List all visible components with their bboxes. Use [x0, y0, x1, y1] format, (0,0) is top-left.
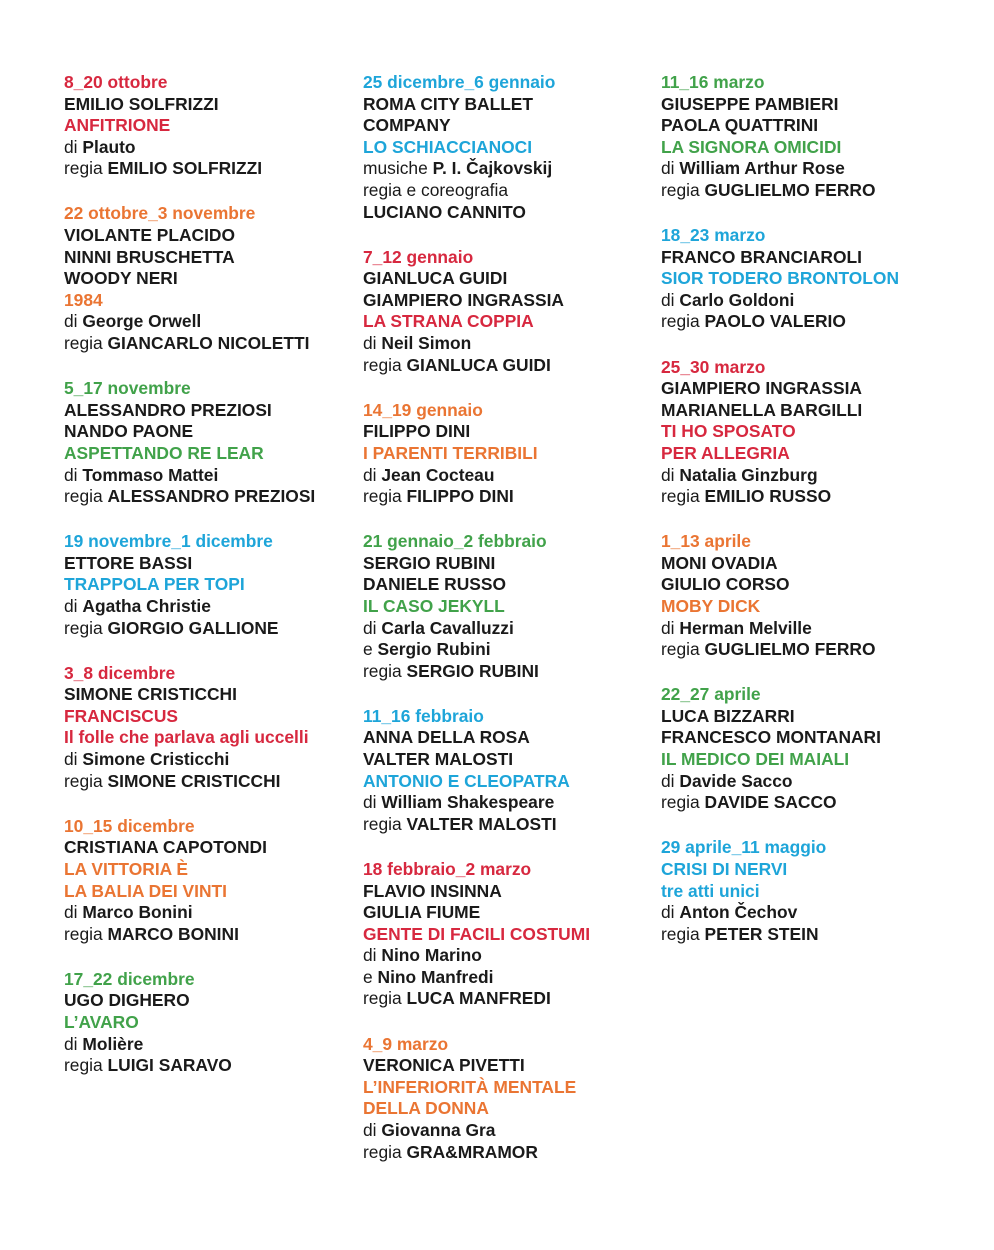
cast-name: GIULIO CORSO [661, 574, 790, 595]
cast-name: GIULIA FIUME [363, 902, 481, 923]
credit-role: di [64, 749, 78, 770]
credit-role: musiche [363, 158, 428, 179]
credit-line [64, 158, 364, 180]
credit-role: regia [661, 179, 700, 200]
show-entry [64, 969, 364, 1077]
credit-line [661, 792, 961, 814]
credit-role: regia [363, 660, 402, 681]
credit-line [363, 814, 663, 836]
credit-role: regia [363, 1141, 402, 1162]
show-entry [661, 531, 961, 661]
credit-line [64, 137, 364, 159]
show-title: LO SCHIACCIANOCI [363, 136, 533, 157]
cast-name: VALTER MALOSTI [363, 749, 514, 770]
show-dates: 18_23 marzo [661, 225, 766, 246]
credit-role: di [363, 1119, 377, 1140]
credit-line [363, 618, 663, 640]
credit-role: regia [661, 311, 700, 332]
cast-name: FILIPPO DINI [363, 421, 471, 442]
show-title: LA BALIA DEI VINTI [64, 880, 227, 901]
cast-name: ROMA CITY BALLET [363, 93, 534, 114]
credit-role: di [64, 595, 78, 616]
credit-line [363, 180, 663, 202]
credit-line [363, 988, 663, 1010]
credit-line [363, 158, 663, 180]
show-entry [64, 72, 364, 180]
credit-line [661, 902, 961, 924]
show-title: L’AVARO [64, 1011, 139, 1032]
credit-value: Molière [82, 1033, 144, 1054]
credit-line [363, 333, 663, 355]
show-dates: 8_20 ottobre [64, 72, 168, 92]
show-dates: 18 febbraio_2 marzo [363, 858, 532, 879]
show-entry [64, 203, 364, 354]
show-entry [661, 837, 961, 945]
credit-value: Herman Melville [679, 617, 812, 638]
cast-name: SIMONE CRISTICCHI [64, 684, 237, 705]
credit-value: Giovanna Gra [381, 1119, 496, 1140]
credit-value: George Orwell [82, 311, 202, 332]
show-title: MOBY DICK [661, 595, 761, 616]
credit-line [661, 639, 961, 661]
credit-value: William Arthur Rose [679, 158, 845, 179]
credit-role: di [64, 1033, 78, 1054]
show-entry [64, 816, 364, 946]
credit-value: Carlo Goldoni [679, 289, 795, 310]
show-dates: 19 novembre_1 dicembre [64, 531, 273, 552]
credit-role: regia [363, 486, 402, 507]
credit-value: Nino Manfredi [377, 966, 494, 987]
show-entry [661, 357, 961, 508]
show-entry [363, 1034, 663, 1164]
credit-value: Natalia Ginzburg [679, 464, 818, 485]
credit-value: VALTER MALOSTI [406, 813, 557, 834]
show-title: Il folle che parlava agli uccelli [64, 727, 309, 748]
credit-role: e [363, 966, 373, 987]
credit-role: regia [64, 486, 103, 507]
credit-role: di [363, 333, 377, 354]
credit-value: Sergio Rubini [377, 639, 491, 660]
show-title: DELLA DONNA [363, 1098, 489, 1119]
show-title: SIOR TODERO BRONTOLON [661, 268, 900, 289]
credit-line [64, 596, 364, 618]
credit-role: di [363, 464, 377, 485]
credit-role: regia [661, 486, 700, 507]
show-title: FRANCISCUS [64, 705, 179, 726]
credit-line [661, 618, 961, 640]
credit-line [661, 924, 961, 946]
credit-line [661, 180, 961, 202]
credit-line [363, 661, 663, 683]
show-entry [363, 706, 663, 836]
credit-line [363, 639, 663, 661]
show-entry [64, 663, 364, 793]
credit-line [64, 771, 364, 793]
credit-role: regia [64, 923, 103, 944]
show-dates: 5_17 novembre [64, 378, 191, 399]
show-entry [661, 72, 961, 202]
credit-value: Plauto [82, 136, 136, 157]
credit-role: regia e coreografia [363, 179, 509, 200]
credit-role: di [661, 902, 675, 923]
credit-line [64, 486, 364, 508]
credit-value: Carla Cavalluzzi [381, 617, 514, 638]
credit-value: Davide Sacco [679, 770, 793, 791]
credit-value: SERGIO RUBINI [406, 660, 539, 681]
credit-role: di [64, 902, 78, 923]
credit-role: di [661, 770, 675, 791]
show-entry [363, 859, 663, 1010]
cast-name: VERONICA PIVETTI [363, 1055, 525, 1076]
credit-value: GIANLUCA GUIDI [406, 354, 551, 375]
credit-value: EMILIO SOLFRIZZI [107, 158, 263, 179]
credit-value: GIORGIO GALLIONE [107, 617, 279, 638]
show-title: ANFITRIONE [64, 115, 171, 136]
credit-value: SIMONE CRISTICCHI [107, 770, 281, 791]
show-entry [363, 247, 663, 377]
show-dates: 22 ottobre_3 novembre [64, 203, 256, 224]
cast-name: NANDO PAONE [64, 421, 194, 442]
show-entry [64, 531, 364, 639]
credit-role: regia [64, 1055, 103, 1076]
show-entry [661, 684, 961, 814]
cast-name: GIANLUCA GUIDI [363, 268, 508, 289]
show-title: IL CASO JEKYLL [363, 595, 505, 616]
cast-name: MARIANELLA BARGILLI [661, 399, 863, 420]
cast-name: UGO DIGHERO [64, 990, 190, 1011]
cast-name: LUCA BIZZARRI [661, 705, 795, 726]
credit-role: di [363, 617, 377, 638]
credit-role: regia [363, 813, 402, 834]
show-dates: 29 aprile_11 maggio [661, 837, 827, 858]
show-dates: 25 dicembre_6 gennaio [363, 72, 556, 92]
credit-role: di [661, 617, 675, 638]
show-entry [363, 72, 663, 223]
credit-role: regia [363, 354, 402, 375]
credit-value: Agatha Christie [82, 595, 211, 616]
show-title: GENTE DI FACILI COSTUMI [363, 923, 591, 944]
credit-value: DAVIDE SACCO [704, 792, 837, 813]
credit-value: Jean Cocteau [381, 464, 495, 485]
credit-line [64, 618, 364, 640]
cast-name: FRANCO BRANCIAROLI [661, 246, 862, 267]
credit-role: di [363, 792, 377, 813]
cast-name: GIUSEPPE PAMBIERI [661, 93, 839, 114]
cast-name: GIAMPIERO INGRASSIA [661, 378, 862, 399]
show-entry [661, 225, 961, 333]
show-title: ASPETTANDO RE LEAR [64, 442, 264, 463]
credit-role: di [363, 945, 377, 966]
cast-name: FLAVIO INSINNA [363, 880, 502, 901]
credit-value: GUGLIELMO FERRO [704, 639, 876, 660]
show-entry [64, 378, 364, 508]
cast-name: VIOLANTE PLACIDO [64, 225, 236, 246]
show-title: TI HO SPOSATO [661, 421, 796, 442]
credit-value: Anton Čechov [679, 902, 798, 923]
show-title: 1984 [64, 289, 103, 310]
credit-role: di [64, 136, 78, 157]
credit-value: FILIPPO DINI [406, 486, 514, 507]
credit-role: regia [363, 988, 402, 1009]
show-title: LA VITTORIA È [64, 858, 188, 879]
show-title: tre atti unici [661, 880, 760, 901]
season-column-3 [661, 72, 961, 969]
credit-line [661, 465, 961, 487]
credit-line [64, 1034, 364, 1056]
credit-line [64, 1055, 364, 1077]
credit-line [64, 749, 364, 771]
cast-name: MONI OVADIA [661, 552, 778, 573]
show-dates: 21 gennaio_2 febbraio [363, 531, 547, 552]
cast-name: ANNA DELLA ROSA [363, 727, 530, 748]
credit-line [363, 945, 663, 967]
show-entry [363, 400, 663, 508]
show-title: TRAPPOLA PER TOPI [64, 574, 245, 595]
season-column-2 [363, 72, 663, 1187]
credit-value: PETER STEIN [704, 923, 819, 944]
credit-line [64, 333, 364, 355]
show-dates: 14_19 gennaio [363, 399, 483, 420]
show-title: LA STRANA COPPIA [363, 311, 534, 332]
credit-role: di [64, 464, 78, 485]
credit-line [363, 465, 663, 487]
credit-line [661, 486, 961, 508]
credit-value: Nino Marino [381, 945, 482, 966]
credit-role: regia [661, 923, 700, 944]
credit-value: Marco Bonini [82, 902, 193, 923]
credit-role: e [363, 639, 373, 660]
credit-value: Simone Cristicchi [82, 749, 230, 770]
show-title: L’INFERIORITÀ MENTALE [363, 1076, 577, 1097]
credit-role: regia [661, 639, 700, 660]
show-dates: 17_22 dicembre [64, 968, 195, 989]
cast-name: EMILIO SOLFRIZZI [64, 93, 219, 114]
cast-name: DANIELE RUSSO [363, 574, 507, 595]
credit-value: PAOLO VALERIO [704, 311, 846, 332]
credit-value: GUGLIELMO FERRO [704, 179, 876, 200]
credit-value: William Shakespeare [381, 792, 555, 813]
credit-line [64, 924, 364, 946]
show-title: I PARENTI TERRIBILI [363, 442, 538, 463]
credit-line [64, 465, 364, 487]
cast-name: LUCIANO CANNITO [363, 201, 526, 222]
credit-role: di [661, 289, 675, 310]
credit-line [363, 792, 663, 814]
show-dates: 11_16 febbraio [363, 705, 484, 726]
cast-name: NINNI BRUSCHETTA [64, 246, 235, 267]
credit-line [363, 967, 663, 989]
show-entry [363, 531, 663, 682]
show-title: PER ALLEGRIA [661, 442, 790, 463]
show-dates: 7_12 gennaio [363, 246, 474, 267]
show-title: ANTONIO E CLEOPATRA [363, 770, 570, 791]
cast-name: CRISTIANA CAPOTONDI [64, 837, 267, 858]
credit-line [363, 1120, 663, 1142]
credit-role: di [661, 158, 675, 179]
credit-role: regia [64, 158, 103, 179]
show-title: CRISI DI NERVI [661, 858, 788, 879]
credit-value: LUIGI SARAVO [107, 1055, 232, 1076]
cast-name: SERGIO RUBINI [363, 552, 496, 573]
show-dates: 11_16 marzo [661, 72, 765, 92]
credit-line [661, 771, 961, 793]
credit-role: di [64, 311, 78, 332]
season-column-1 [64, 72, 364, 1100]
credit-line [64, 311, 364, 333]
credit-value: Neil Simon [381, 333, 472, 354]
show-dates: 4_9 marzo [363, 1033, 449, 1054]
credit-role: regia [64, 617, 103, 638]
cast-name: FRANCESCO MONTANARI [661, 727, 881, 748]
credit-value: GIANCARLO NICOLETTI [107, 333, 310, 354]
credit-role: di [661, 464, 675, 485]
show-dates: 22_27 aprile [661, 684, 761, 705]
show-dates: 3_8 dicembre [64, 662, 176, 683]
credit-value: GRA&MRAMOR [406, 1141, 538, 1162]
credit-line [661, 158, 961, 180]
credit-value: P. I. Čajkovskij [432, 158, 553, 179]
credit-value: Tommaso Mattei [82, 464, 219, 485]
cast-name: ALESSANDRO PREZIOSI [64, 399, 272, 420]
show-title: LA SIGNORA OMICIDI [661, 136, 842, 157]
credit-role: regia [64, 770, 103, 791]
credit-value: EMILIO RUSSO [704, 486, 832, 507]
cast-name: COMPANY [363, 115, 451, 136]
credit-line [363, 1142, 663, 1164]
credit-value: ALESSANDRO PREZIOSI [107, 486, 316, 507]
cast-name: GIAMPIERO INGRASSIA [363, 289, 564, 310]
show-dates: 25_30 marzo [661, 356, 766, 377]
show-title: IL MEDICO DEI MAIALI [661, 749, 850, 770]
show-dates: 1_13 aprile [661, 531, 751, 552]
credit-role: regia [661, 792, 700, 813]
credit-line [64, 902, 364, 924]
credit-line [363, 486, 663, 508]
cast-name: WOODY NERI [64, 268, 178, 289]
cast-name: PAOLA QUATTRINI [661, 115, 819, 136]
credit-line [363, 355, 663, 377]
credit-line [661, 290, 961, 312]
credit-role: regia [64, 333, 103, 354]
show-dates: 10_15 dicembre [64, 815, 195, 836]
cast-name: ETTORE BASSI [64, 552, 193, 573]
credit-value: LUCA MANFREDI [406, 988, 551, 1009]
credit-value: MARCO BONINI [107, 923, 239, 944]
credit-line [661, 311, 961, 333]
